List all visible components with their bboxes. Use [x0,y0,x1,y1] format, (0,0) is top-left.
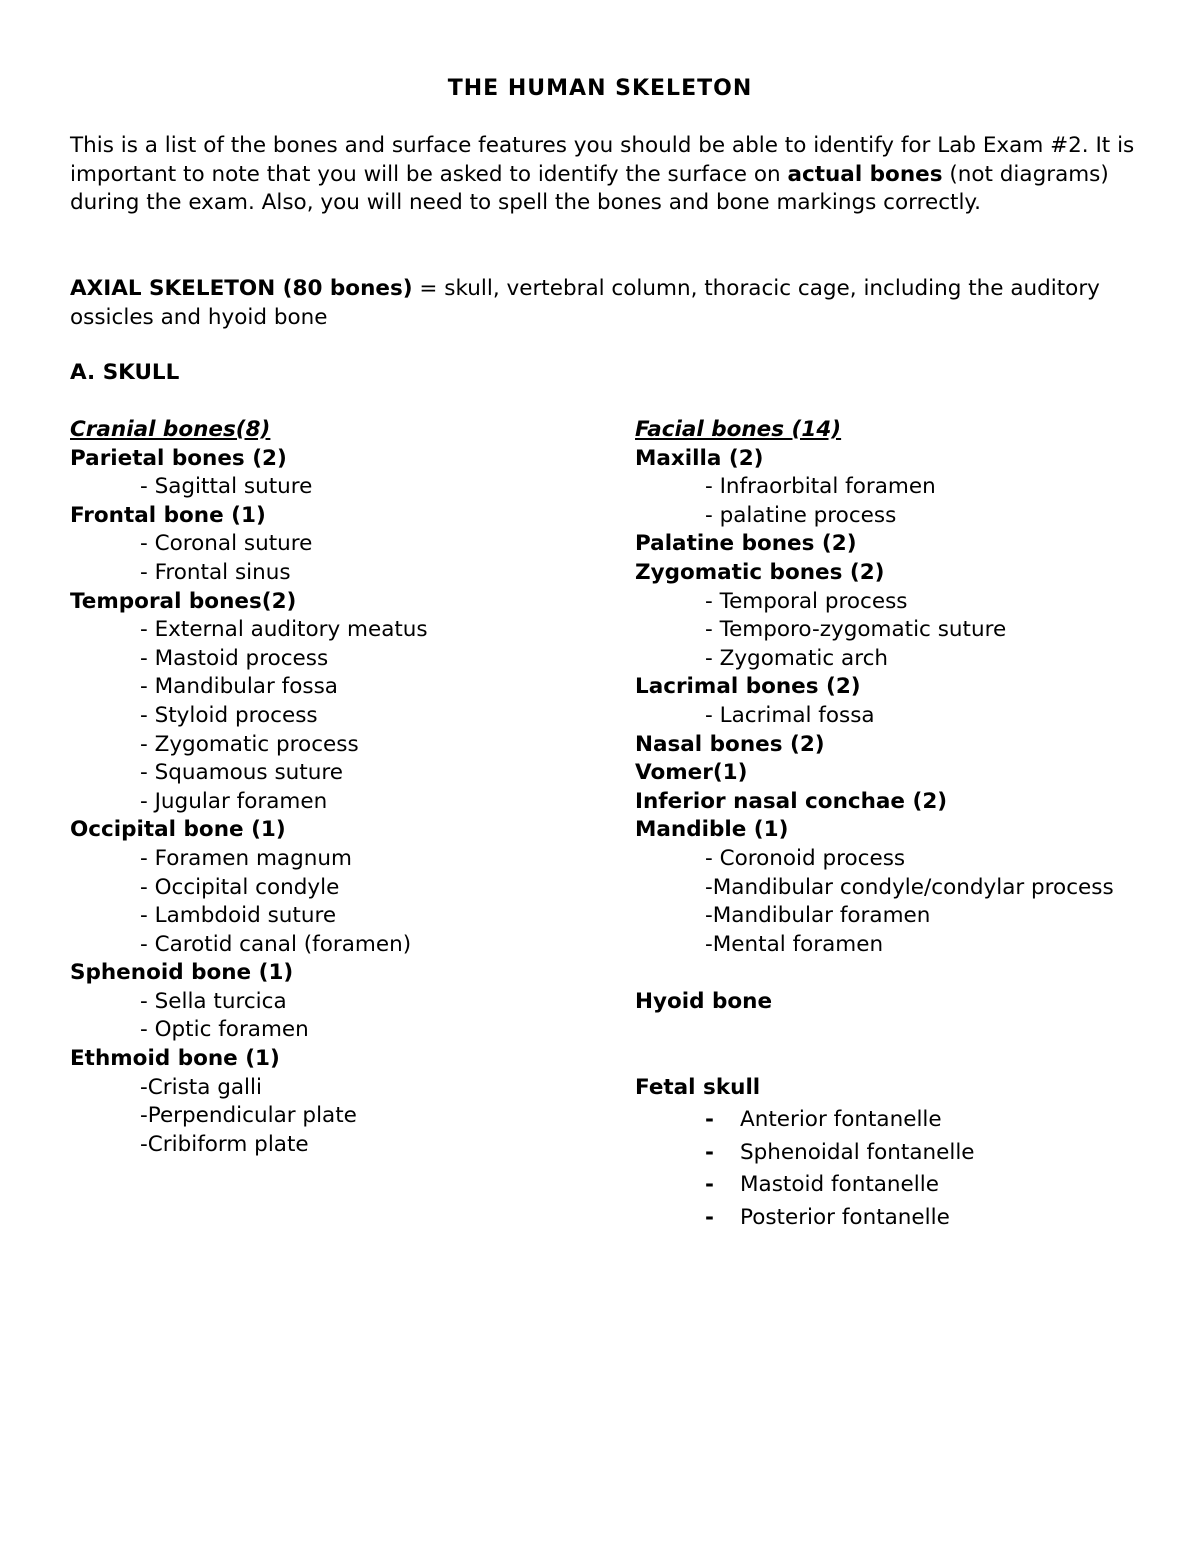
bone-name: Zygomatic bones (2) [635,559,885,585]
bone-feature: -Mental foramen [705,931,884,957]
bone-feature: - Styloid process [140,702,318,728]
bone-feature: -Perpendicular plate [140,1103,357,1129]
bone-name: Vomer(1) [635,760,748,786]
axial-description: = skull, vertebral column, thoracic cage, including the auditory ossicles and hyoid bone [70,276,1100,330]
bone-feature: - External auditory meatus [140,617,428,643]
bullet-dash: - [705,1139,714,1165]
axial-skeleton-paragraph [70,275,1140,332]
bone-feature: - Coronoid process [705,845,906,871]
bone-name: Occipital bone (1) [70,817,286,843]
bone-name: Frontal bone (1) [70,502,266,528]
bone-feature: -Crista galli [140,1074,262,1100]
bone-name: Nasal bones (2) [635,731,825,757]
bone-feature: - Occipital condyle [140,874,340,900]
bone-feature: - Sagittal suture [140,474,313,500]
bone-feature: - Frontal sinus [140,559,291,585]
bone-name: Parietal bones (2) [70,445,287,471]
page-title: THE HUMAN SKELETON [447,76,753,101]
cranial-bones-heading: Cranial bones(8) [70,417,271,442]
spacer [635,1045,1175,1074]
bone-feature: - Temporal process [705,588,908,614]
bullet-dash: - [705,1107,714,1133]
intro-paragraph [70,132,1140,218]
list-item [635,1202,1175,1235]
bone-name: Lacrimal bones (2) [635,674,861,700]
bone-feature: - Zygomatic process [140,731,359,757]
fontanelle-name: Anterior fontanelle [740,1107,942,1133]
bone-feature: - Optic foramen [140,1017,309,1043]
fontanelle-name: Mastoid fontanelle [740,1172,939,1198]
bone-name: Ethmoid bone (1) [70,1046,280,1072]
hyoid-bone-heading: Hyoid bone [635,988,773,1014]
cranial-bones-column [70,416,610,1159]
bone-name: Maxilla (2) [635,445,764,471]
section-heading-skull: A. SKULL [70,360,180,385]
bone-feature: -Mandibular condyle/condylar process [705,874,1114,900]
axial-heading: AXIAL SKELETON (80 bones) [70,276,413,301]
bone-feature: - Temporo-zygomatic suture [705,617,1007,643]
fontanelle-name: Sphenoidal fontanelle [740,1139,975,1165]
list-item [635,1137,1175,1170]
bone-feature: - Mandibular fossa [140,674,338,700]
intro-emphasis: actual bones [787,161,943,187]
fontanelle-name: Posterior fontanelle [740,1204,950,1230]
bone-name: Inferior nasal conchae (2) [635,788,948,814]
bone-feature: - Infraorbital foramen [705,474,936,500]
bone-name: Palatine bones (2) [635,531,857,557]
bone-feature: -Mandibular foramen [705,903,931,929]
spacer [635,959,1175,988]
bone-feature: - Sella turcica [140,988,287,1014]
bullet-dash: - [705,1204,714,1230]
bone-feature: - Squamous suture [140,760,343,786]
facial-bones-heading: Facial bones (14) [635,417,842,442]
bone-feature: - Jugular foramen [140,788,328,814]
facial-bones-column [635,416,1175,1234]
intro-text-1: This is a list of the bones and surface features you should be able to identify for Lab Exam #2. It is important to note that you will be asked to identify the surface on [70,133,1135,187]
bone-feature: - Coronal suture [140,531,313,557]
bone-feature: - Zygomatic arch [705,645,889,671]
list-item [635,1169,1175,1202]
bone-feature: - Lambdoid suture [140,903,337,929]
fetal-fontanelle-list [635,1104,1175,1234]
list-item [635,1104,1175,1137]
bone-feature: - palatine process [705,502,897,528]
bone-name: Temporal bones(2) [70,588,297,614]
bone-feature: - Lacrimal fossa [705,702,875,728]
bone-feature: - Carotid canal (foramen) [140,931,412,957]
bone-name: Sphenoid bone (1) [70,960,294,986]
bone-name: Mandible (1) [635,817,789,843]
bone-feature: - Mastoid process [140,645,329,671]
fetal-skull-heading: Fetal skull [635,1074,761,1100]
spacer [635,1016,1175,1045]
bone-feature: -Cribiform plate [140,1131,309,1157]
bone-feature: - Foramen magnum [140,845,352,871]
bullet-dash: - [705,1172,714,1198]
intro-text-2: (not diagrams) during the exam. Also, you will need to spell the bones and bone markings correctly. [70,161,1109,215]
